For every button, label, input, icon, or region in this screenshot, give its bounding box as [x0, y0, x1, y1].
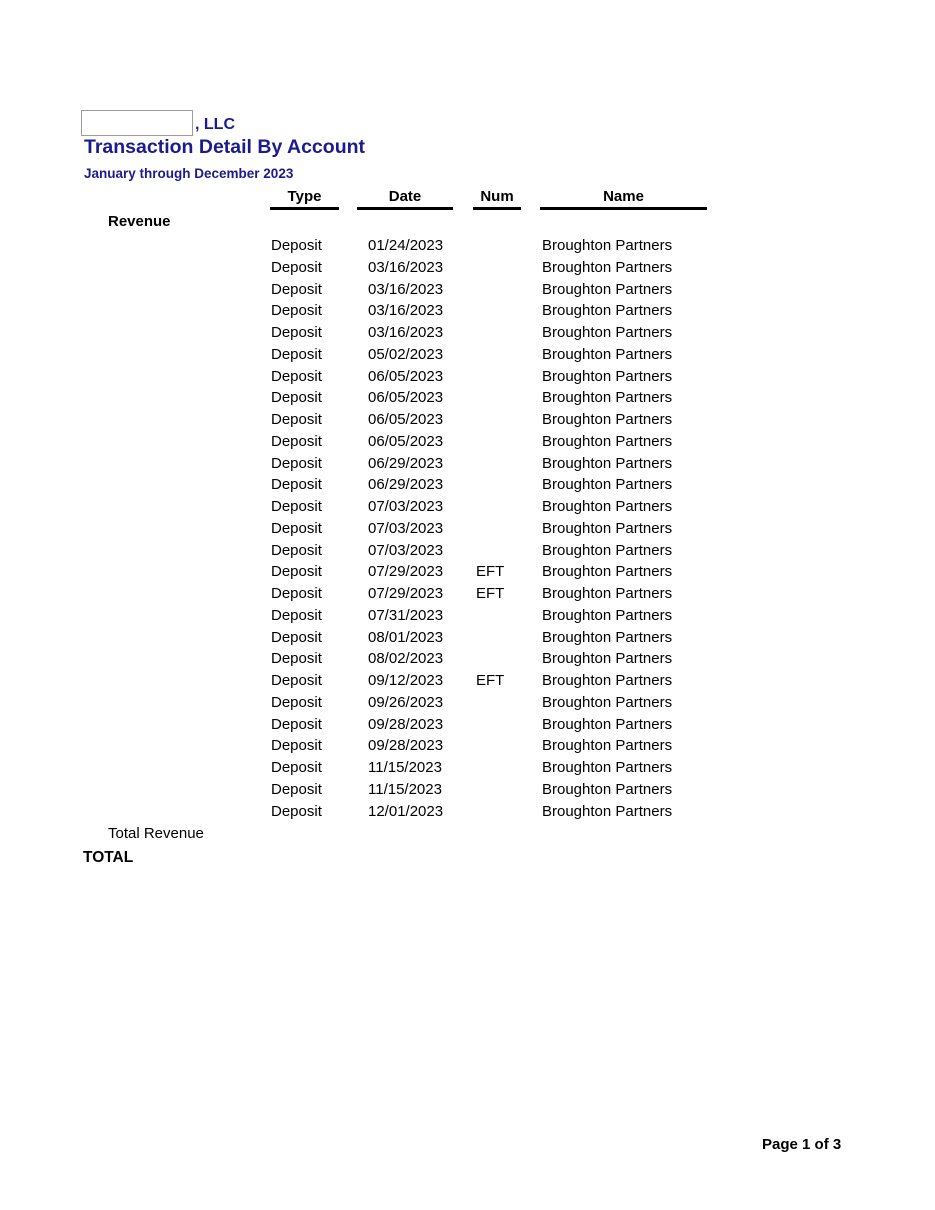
table-row: [0, 322, 935, 344]
cell-date: 01/24/2023: [368, 237, 444, 254]
table-row: [0, 801, 935, 823]
cell-type: Deposit: [271, 672, 322, 689]
cell-date: 05/02/2023: [368, 345, 444, 363]
cell-name: Broughton Partners: [542, 759, 673, 776]
cell-name: Broughton Partners: [542, 324, 673, 341]
cell-date: 07/03/2023: [368, 498, 444, 515]
table-row: [0, 670, 935, 692]
cell-date: 03/16/2023: [368, 258, 444, 276]
table-row: [0, 474, 935, 496]
column-header-name: Name: [540, 188, 707, 210]
cell-type: Deposit: [271, 258, 322, 276]
cell-name: Broughton Partners: [542, 802, 673, 820]
cell-type: Deposit: [271, 737, 322, 755]
cell-name: Broughton Partners: [542, 432, 673, 450]
table-row: [0, 257, 935, 279]
cell-date: 07/03/2023: [368, 541, 444, 559]
cell-type: Deposit: [271, 367, 322, 385]
cell-name: Broughton Partners: [542, 672, 673, 689]
cell-type: Deposit: [271, 302, 322, 320]
cell-name: Broughton Partners: [542, 563, 673, 581]
column-header-date: Date: [357, 188, 453, 210]
cell-date: 11/15/2023: [368, 780, 442, 798]
cell-date: 12/01/2023: [368, 802, 444, 820]
cell-name: Broughton Partners: [542, 585, 673, 602]
cell-name: Broughton Partners: [542, 237, 673, 254]
cell-type: Deposit: [271, 650, 322, 668]
cell-date: 06/05/2023: [368, 389, 444, 407]
cell-name: Broughton Partners: [542, 411, 673, 428]
table-row: [0, 692, 935, 714]
cell-name: Broughton Partners: [542, 476, 673, 494]
table-row: [0, 779, 935, 801]
cell-name: Broughton Partners: [542, 715, 673, 733]
table-row: [0, 627, 935, 649]
cell-type: Deposit: [271, 237, 322, 254]
cell-type: Deposit: [271, 759, 322, 776]
cell-name: Broughton Partners: [542, 606, 673, 624]
cell-name: Broughton Partners: [542, 737, 673, 755]
cell-type: Deposit: [271, 476, 322, 494]
cell-type: Deposit: [271, 411, 322, 428]
cell-date: 08/01/2023: [368, 628, 444, 646]
table-row: [0, 453, 935, 475]
cell-date: 09/26/2023: [368, 693, 444, 711]
cell-name: Broughton Partners: [542, 541, 673, 559]
cell-date: 06/05/2023: [368, 432, 444, 450]
report-subtitle: January through December 2023: [84, 166, 294, 181]
cell-name: Broughton Partners: [542, 650, 673, 668]
cell-num: EFT: [476, 563, 505, 581]
table-row: [0, 366, 935, 388]
cell-name: Broughton Partners: [542, 628, 673, 646]
column-header-type: Type: [270, 188, 339, 210]
table-row: [0, 300, 935, 322]
table-row: [0, 387, 935, 409]
company-suffix: , LLC: [195, 116, 235, 133]
company-line: [81, 110, 235, 136]
cell-date: 07/03/2023: [368, 519, 444, 537]
cell-name: Broughton Partners: [542, 302, 673, 320]
table-row: [0, 735, 935, 757]
cell-date: 08/02/2023: [368, 650, 444, 668]
table-row: [0, 235, 935, 257]
page-number: Page 1 of 3: [762, 1136, 842, 1153]
table-row: [0, 757, 935, 779]
cell-type: Deposit: [271, 432, 322, 450]
grand-total-label: TOTAL: [83, 849, 134, 866]
cell-type: Deposit: [271, 519, 322, 537]
cell-type: Deposit: [271, 563, 322, 581]
total-revenue-label: Total Revenue: [108, 825, 204, 842]
cell-date: 07/29/2023: [368, 563, 444, 581]
cell-date: 06/29/2023: [368, 454, 444, 472]
table-row: [0, 540, 935, 562]
cell-date: 03/16/2023: [368, 280, 444, 298]
cell-name: Broughton Partners: [542, 498, 673, 515]
cell-date: 03/16/2023: [368, 302, 444, 320]
table-row: [0, 561, 935, 583]
cell-type: Deposit: [271, 541, 322, 559]
cell-date: 09/28/2023: [368, 715, 444, 733]
cell-name: Broughton Partners: [542, 454, 673, 472]
cell-type: Deposit: [271, 324, 322, 341]
transaction-rows: [0, 235, 935, 822]
table-row: [0, 344, 935, 366]
cell-name: Broughton Partners: [542, 519, 673, 537]
cell-type: Deposit: [271, 498, 322, 515]
cell-type: Deposit: [271, 345, 322, 363]
cell-date: 09/28/2023: [368, 737, 444, 755]
cell-name: Broughton Partners: [542, 693, 673, 711]
cell-date: 03/16/2023: [368, 324, 444, 341]
cell-num: EFT: [476, 672, 505, 689]
cell-type: Deposit: [271, 606, 322, 624]
table-row: [0, 583, 935, 605]
cell-type: Deposit: [271, 585, 322, 602]
cell-date: 06/05/2023: [368, 411, 444, 428]
cell-name: Broughton Partners: [542, 367, 673, 385]
column-header-num: Num: [473, 188, 521, 210]
cell-name: Broughton Partners: [542, 280, 673, 298]
cell-type: Deposit: [271, 693, 322, 711]
report-title: Transaction Detail By Account: [84, 136, 366, 158]
table-row: [0, 605, 935, 627]
cell-name: Broughton Partners: [542, 389, 673, 407]
table-row: [0, 648, 935, 670]
cell-type: Deposit: [271, 715, 322, 733]
table-row: [0, 714, 935, 736]
cell-num: EFT: [476, 585, 505, 602]
cell-type: Deposit: [271, 802, 322, 820]
cell-date: 06/29/2023: [368, 476, 444, 494]
redacted-company-name-box: [81, 110, 193, 136]
cell-type: Deposit: [271, 454, 322, 472]
table-row: [0, 409, 935, 431]
cell-type: Deposit: [271, 628, 322, 646]
table-row: [0, 518, 935, 540]
cell-date: 09/12/2023: [368, 672, 444, 689]
cell-name: Broughton Partners: [542, 780, 673, 798]
cell-type: Deposit: [271, 780, 322, 798]
cell-date: 07/31/2023: [368, 606, 444, 624]
section-label-revenue: Revenue: [108, 213, 171, 230]
cell-date: 06/05/2023: [368, 367, 444, 385]
table-row: [0, 431, 935, 453]
cell-date: 07/29/2023: [368, 585, 444, 602]
cell-type: Deposit: [271, 389, 322, 407]
cell-name: Broughton Partners: [542, 258, 673, 276]
cell-name: Broughton Partners: [542, 345, 673, 363]
table-row: [0, 496, 935, 518]
table-row: [0, 279, 935, 301]
cell-date: 11/15/2023: [368, 759, 442, 776]
cell-type: Deposit: [271, 280, 322, 298]
